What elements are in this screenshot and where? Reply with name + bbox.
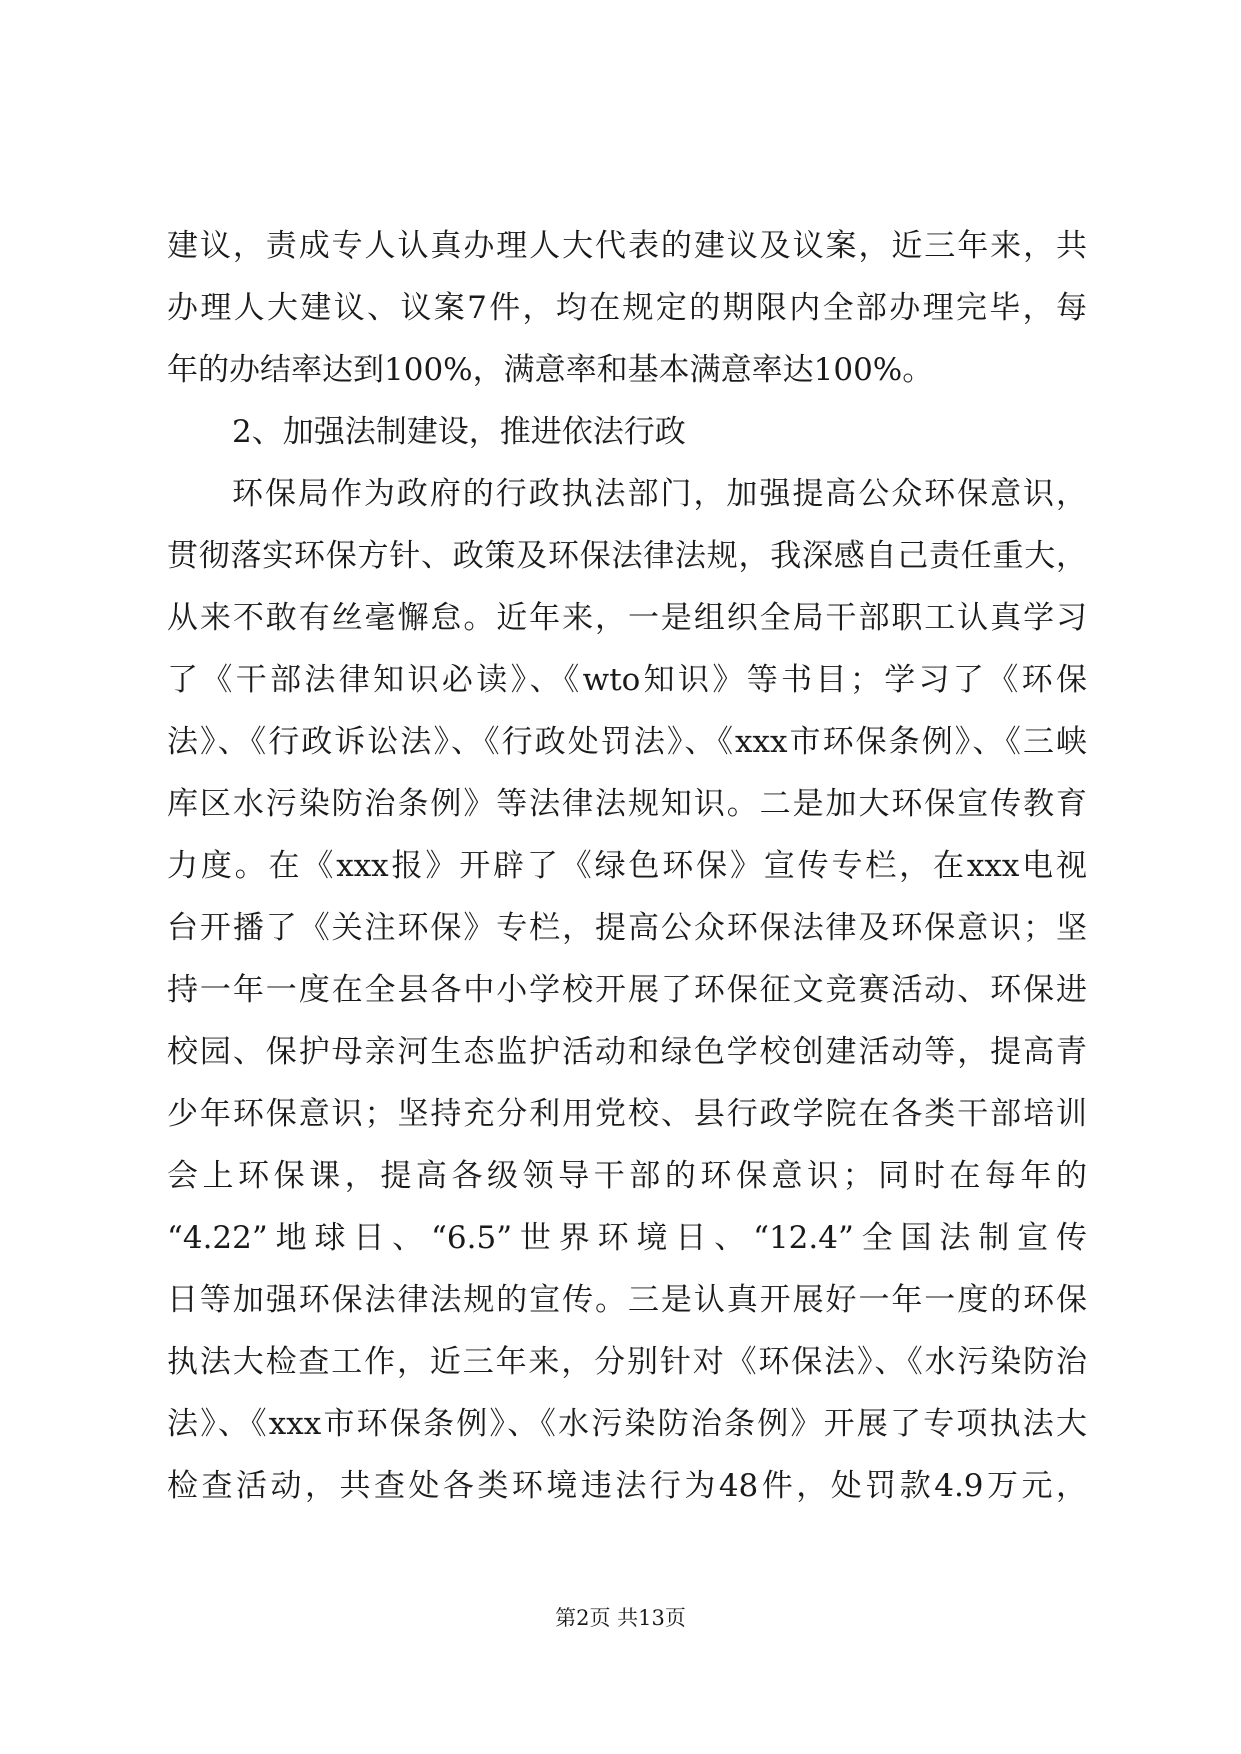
- body-text-line: “4.22”地球日、“6.5”世界环境日、“12.4”全国法制宣传: [167, 1220, 1087, 1256]
- body-text-line: 台开播了《关注环保》专栏，提高公众环保法律及环保意识；坚: [167, 910, 1087, 946]
- body-text-line: 建议，责成专人认真办理人大代表的建议及议案，近三年来，共: [167, 228, 1087, 264]
- page-number-footer: 第2页 共13页: [555, 1606, 686, 1630]
- body-text-line: 办理人大建议、议案7件，均在规定的期限内全部办理完毕，每: [167, 290, 1087, 326]
- body-text-line: 少年环保意识；坚持充分利用党校、县行政学院在各类干部培训: [167, 1096, 1087, 1132]
- section-heading: 2、加强法制建设，推进依法行政: [232, 414, 686, 450]
- body-text-line: 从来不敢有丝毫懈怠。近年来，一是组织全局干部职工认真学习: [167, 600, 1087, 636]
- body-text-line: 环保局作为政府的行政执法部门，加强提高公众环保意识，: [232, 476, 1087, 512]
- body-text-line: 库区水污染防治条例》等法律法规知识。二是加大环保宣传教育: [167, 786, 1087, 822]
- body-text-line: 年的办结率达到100%，满意率和基本满意率达100%。: [167, 352, 934, 388]
- body-text-line: 会上环保课，提高各级领导干部的环保意识；同时在每年的: [167, 1158, 1087, 1194]
- body-text-line: 法》、《xxx市环保条例》、《水污染防治条例》开展了专项执法大: [167, 1406, 1087, 1442]
- body-text-line: 了《干部法律知识必读》、《wto知识》等书目；学习了《环保: [167, 662, 1087, 698]
- body-text-line: 力度。在《xxx报》开辟了《绿色环保》宣传专栏，在xxx电视: [167, 848, 1087, 884]
- body-text-line: 持一年一度在全县各中小学校开展了环保征文竞赛活动、环保进: [167, 972, 1087, 1008]
- body-text-line: 贯彻落实环保方针、政策及环保法律法规，我深感自己责任重大，: [167, 538, 1087, 574]
- body-text-line: 法》、《行政诉讼法》、《行政处罚法》、《xxx市环保条例》、《三峡: [167, 724, 1087, 760]
- body-text-line: 检查活动，共查处各类环境违法行为48件，处罚款4.9万元，: [167, 1468, 1087, 1504]
- body-text-line: 校园、保护母亲河生态监护活动和绿色学校创建活动等，提高青: [167, 1034, 1087, 1070]
- body-text-line: 执法大检查工作，近三年来，分别针对《环保法》、《水污染防治: [167, 1344, 1087, 1380]
- body-text-line: 日等加强环保法律法规的宣传。三是认真开展好一年一度的环保: [167, 1282, 1087, 1318]
